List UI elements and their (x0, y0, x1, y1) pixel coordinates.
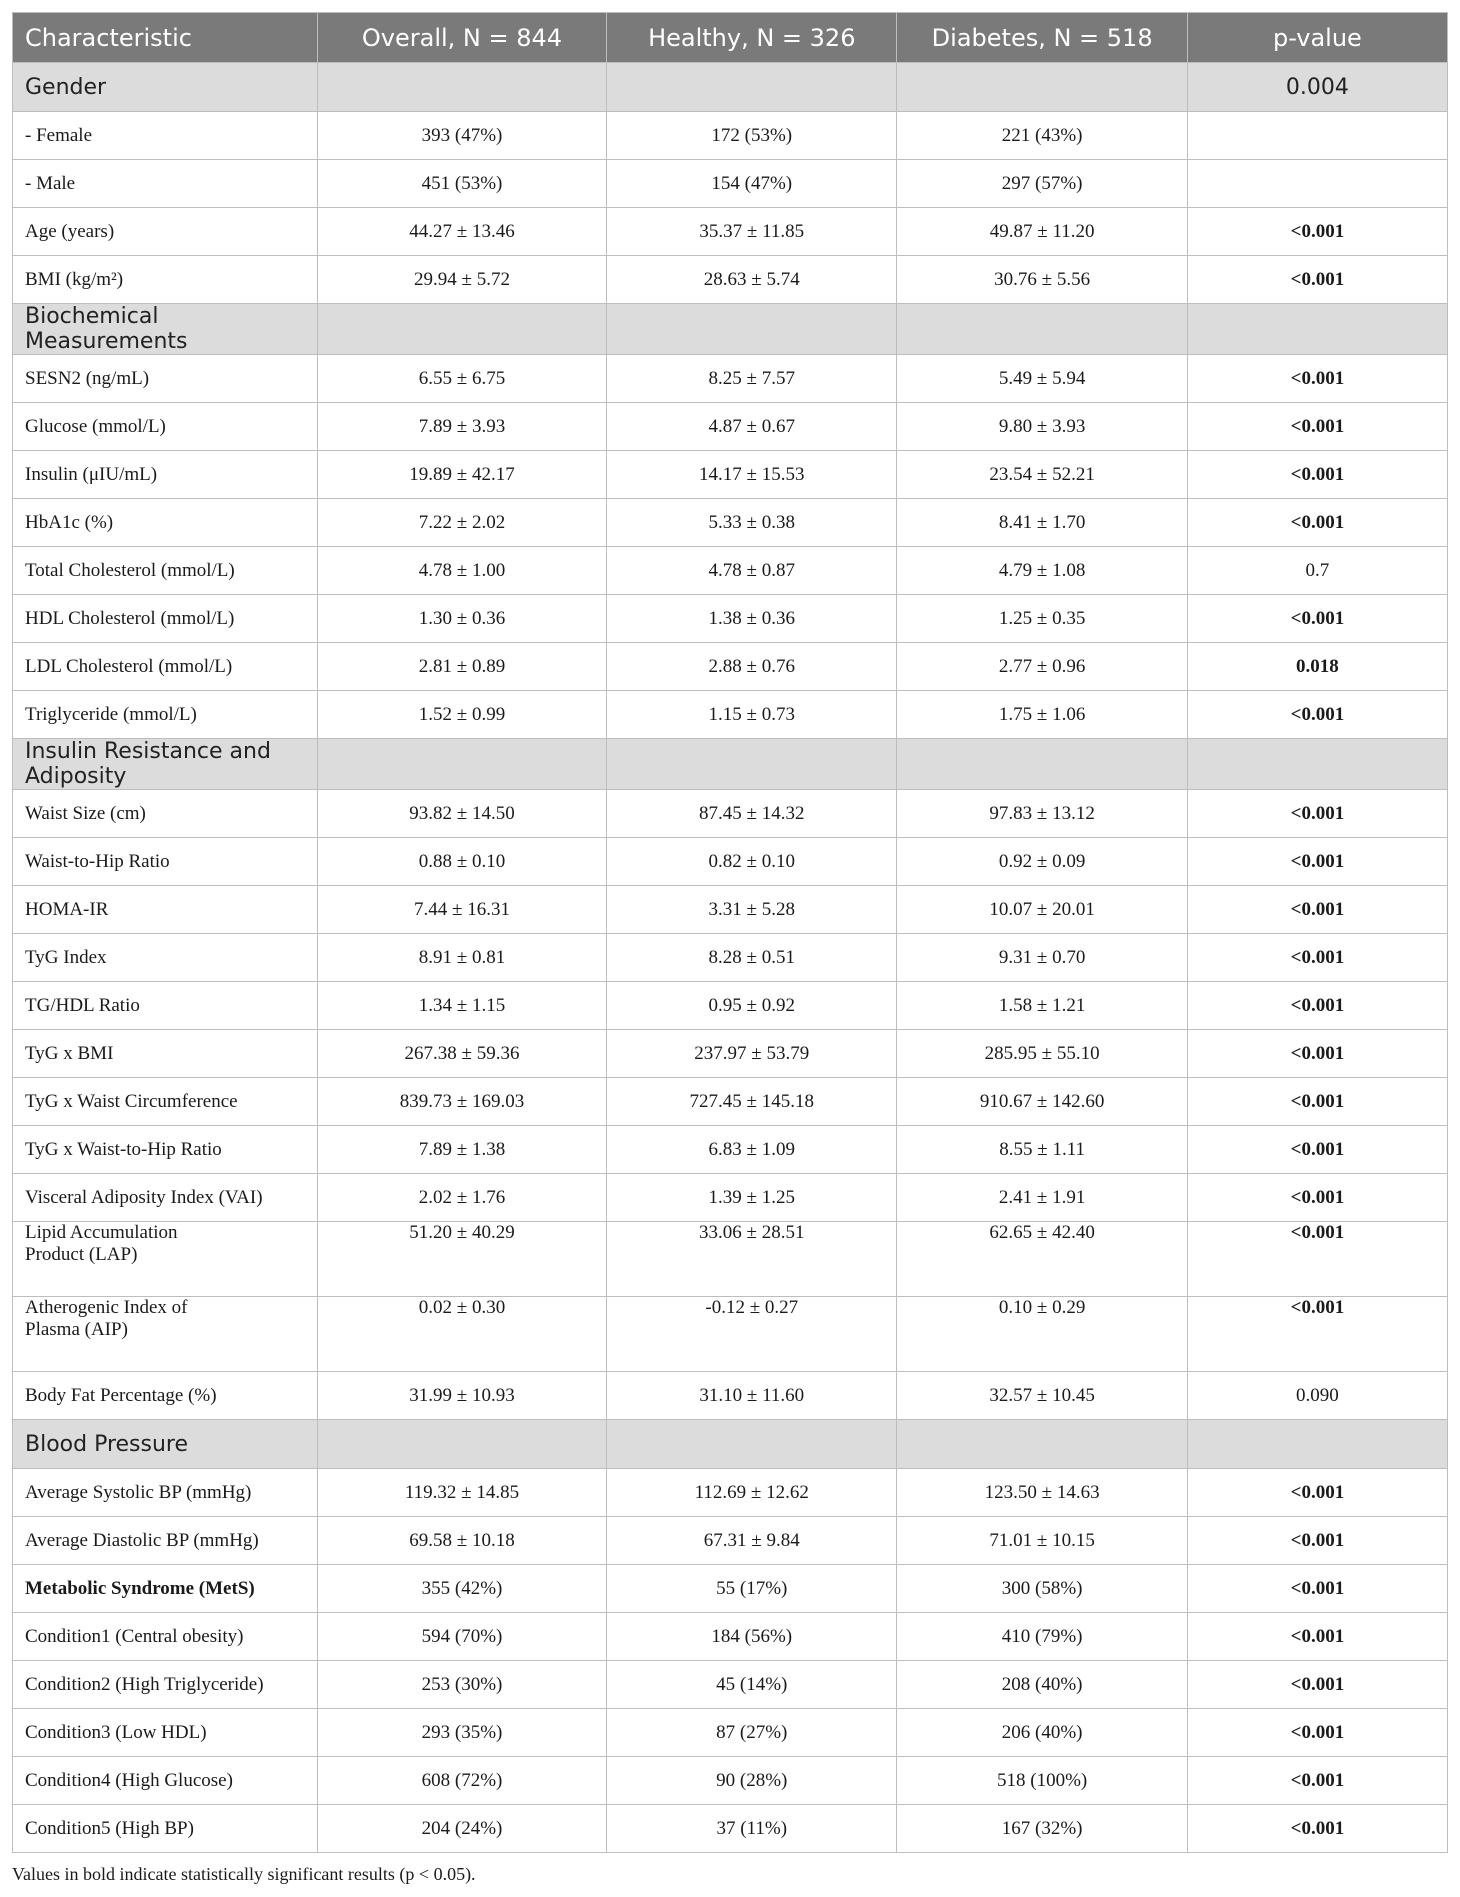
section-empty-cell (897, 739, 1187, 790)
section-label: Gender (13, 63, 318, 112)
healthy-cell: 237.97 ± 53.79 (607, 1030, 897, 1078)
p-value-cell: <0.001 (1187, 934, 1447, 982)
p-value-cell: 0.7 (1187, 547, 1447, 595)
section-empty-cell (607, 63, 897, 112)
healthy-cell: 90 (28%) (607, 1757, 897, 1805)
row-label (13, 691, 318, 739)
healthy-cell: 14.17 ± 15.53 (607, 451, 897, 499)
section-p-value (1187, 1420, 1447, 1469)
overall-cell: 4.78 ± 1.00 (317, 547, 606, 595)
diabetes-cell: 167 (32%) (897, 1805, 1187, 1853)
row-label-text: Atherogenic Index of (25, 1297, 188, 1318)
section-empty-cell (607, 304, 897, 355)
p-value-cell: <0.001 (1187, 595, 1447, 643)
row-label (13, 1709, 318, 1757)
table-row (13, 1517, 1448, 1565)
p-value-cell: <0.001 (1187, 256, 1447, 304)
row-label-text: Average Systolic BP (mmHg) (25, 1481, 252, 1503)
healthy-cell: 0.82 ± 0.10 (607, 838, 897, 886)
overall-cell: 1.52 ± 0.99 (317, 691, 606, 739)
header-diabetes: Diabetes, N = 518 (897, 13, 1187, 63)
overall-cell: 1.34 ± 1.15 (317, 982, 606, 1030)
p-value-cell: <0.001 (1187, 355, 1447, 403)
table-row (13, 451, 1448, 499)
p-value-cell: <0.001 (1187, 1613, 1447, 1661)
p-value-cell: <0.001 (1187, 499, 1447, 547)
diabetes-cell: 5.49 ± 5.94 (897, 355, 1187, 403)
row-label (13, 1469, 318, 1517)
table-row (13, 1661, 1448, 1709)
row-label (13, 547, 318, 595)
p-value-cell: <0.001 (1187, 790, 1447, 838)
row-label-text: Total Cholesterol (mmol/L) (25, 559, 235, 581)
p-value-cell: <0.001 (1187, 1174, 1447, 1222)
row-label-text: LDL Cholesterol (mmol/L) (25, 655, 233, 677)
table-row (13, 1565, 1448, 1613)
p-value-cell: <0.001 (1187, 1517, 1447, 1565)
row-label (13, 1030, 318, 1078)
row-label-text: Condition3 (Low HDL) (25, 1721, 207, 1743)
diabetes-cell: 410 (79%) (897, 1613, 1187, 1661)
overall-cell: 451 (53%) (317, 160, 606, 208)
healthy-cell: 87 (27%) (607, 1709, 897, 1757)
overall-cell: 2.81 ± 0.89 (317, 643, 606, 691)
footnote: Values in bold indicate statistically significant results (p < 0.05). (12, 1864, 476, 1884)
table-row (13, 934, 1448, 982)
row-label (13, 160, 318, 208)
row-label-text: TG/HDL Ratio (25, 994, 140, 1016)
header-overall: Overall, N = 844 (317, 13, 606, 63)
overall-cell: 204 (24%) (317, 1805, 606, 1853)
p-value-cell: <0.001 (1187, 1757, 1447, 1805)
row-label-text: TyG Index (25, 946, 107, 968)
row-label-text: Waist Size (cm) (25, 802, 146, 824)
overall-cell: 0.88 ± 0.10 (317, 838, 606, 886)
row-label-text: TyG x BMI (25, 1042, 114, 1064)
healthy-cell: 1.15 ± 0.73 (607, 691, 897, 739)
row-label (13, 112, 318, 160)
healthy-cell: 87.45 ± 14.32 (607, 790, 897, 838)
row-label-text: HOMA-IR (25, 898, 109, 920)
p-value-cell: <0.001 (1187, 838, 1447, 886)
diabetes-cell: 518 (100%) (897, 1757, 1187, 1805)
section-row (13, 304, 1448, 355)
diabetes-cell: 123.50 ± 14.63 (897, 1469, 1187, 1517)
section-row (13, 739, 1448, 790)
table-row (13, 1372, 1448, 1420)
table-row (13, 499, 1448, 547)
p-value-cell (1187, 112, 1447, 160)
table-row (13, 1126, 1448, 1174)
table-row (13, 112, 1448, 160)
table-row (13, 1613, 1448, 1661)
row-label (13, 643, 318, 691)
section-empty-cell (607, 739, 897, 790)
overall-cell: 29.94 ± 5.72 (317, 256, 606, 304)
p-value-cell: <0.001 (1187, 1709, 1447, 1757)
row-label (13, 1174, 318, 1222)
row-label (13, 1297, 318, 1372)
diabetes-cell: 2.77 ± 0.96 (897, 643, 1187, 691)
table-row (13, 1174, 1448, 1222)
diabetes-cell: 49.87 ± 11.20 (897, 208, 1187, 256)
diabetes-cell: 97.83 ± 13.12 (897, 790, 1187, 838)
row-label (13, 355, 318, 403)
healthy-cell: 8.28 ± 0.51 (607, 934, 897, 982)
table-row (13, 982, 1448, 1030)
diabetes-cell: 9.80 ± 3.93 (897, 403, 1187, 451)
section-empty-cell (317, 1420, 606, 1469)
row-label (13, 1613, 318, 1661)
overall-cell: 608 (72%) (317, 1757, 606, 1805)
section-empty-cell (317, 63, 606, 112)
diabetes-cell: 62.65 ± 42.40 (897, 1222, 1187, 1297)
healthy-cell: 28.63 ± 5.74 (607, 256, 897, 304)
section-label: Biochemical Measurements (13, 304, 318, 355)
overall-cell: 253 (30%) (317, 1661, 606, 1709)
p-value-cell: <0.001 (1187, 1297, 1447, 1372)
healthy-cell: 35.37 ± 11.85 (607, 208, 897, 256)
row-label (13, 982, 318, 1030)
characteristics-table (12, 12, 1448, 1853)
row-label (13, 1517, 318, 1565)
row-label (13, 451, 318, 499)
section-p-value: 0.004 (1187, 63, 1447, 112)
p-value-cell: <0.001 (1187, 1126, 1447, 1174)
header-healthy: Healthy, N = 326 (607, 13, 897, 63)
healthy-cell: 45 (14%) (607, 1661, 897, 1709)
row-label (13, 208, 318, 256)
overall-cell: 44.27 ± 13.46 (317, 208, 606, 256)
healthy-cell: 37 (11%) (607, 1805, 897, 1853)
diabetes-cell: 8.55 ± 1.11 (897, 1126, 1187, 1174)
section-empty-cell (897, 63, 1187, 112)
overall-cell: 1.30 ± 0.36 (317, 595, 606, 643)
healthy-cell: 4.87 ± 0.67 (607, 403, 897, 451)
table-row (13, 691, 1448, 739)
p-value-cell: <0.001 (1187, 982, 1447, 1030)
overall-cell: 7.22 ± 2.02 (317, 499, 606, 547)
healthy-cell: 184 (56%) (607, 1613, 897, 1661)
overall-cell: 7.89 ± 3.93 (317, 403, 606, 451)
row-label (13, 1661, 318, 1709)
overall-cell: 31.99 ± 10.93 (317, 1372, 606, 1420)
table-row (13, 1469, 1448, 1517)
healthy-cell: 1.39 ± 1.25 (607, 1174, 897, 1222)
section-p-value (1187, 739, 1447, 790)
row-label-text-line2: Product (LAP) (25, 1244, 138, 1265)
row-label (13, 1126, 318, 1174)
row-label (13, 403, 318, 451)
healthy-cell: 3.31 ± 5.28 (607, 886, 897, 934)
overall-cell: 2.02 ± 1.76 (317, 1174, 606, 1222)
row-label-text: TyG x Waist Circumference (25, 1090, 238, 1112)
overall-cell: 355 (42%) (317, 1565, 606, 1613)
p-value-cell: <0.001 (1187, 691, 1447, 739)
table-row (13, 1805, 1448, 1853)
diabetes-cell: 30.76 ± 5.56 (897, 256, 1187, 304)
healthy-cell: 112.69 ± 12.62 (607, 1469, 897, 1517)
p-value-cell: 0.090 (1187, 1372, 1447, 1420)
table-row (13, 355, 1448, 403)
healthy-cell: 31.10 ± 11.60 (607, 1372, 897, 1420)
healthy-cell: 1.38 ± 0.36 (607, 595, 897, 643)
row-label-text-line2: Plasma (AIP) (25, 1319, 128, 1340)
p-value-cell: <0.001 (1187, 1805, 1447, 1853)
header-pvalue: p-value (1187, 13, 1447, 63)
row-label (13, 1078, 318, 1126)
section-empty-cell (607, 1420, 897, 1469)
table-row (13, 403, 1448, 451)
healthy-cell: 4.78 ± 0.87 (607, 547, 897, 595)
row-label (13, 499, 318, 547)
row-label (13, 256, 318, 304)
healthy-cell: 55 (17%) (607, 1565, 897, 1613)
table-row (13, 1222, 1448, 1297)
diabetes-cell: 221 (43%) (897, 112, 1187, 160)
healthy-cell: 6.83 ± 1.09 (607, 1126, 897, 1174)
table-row (13, 1078, 1448, 1126)
section-label: Insulin Resistance and Adiposity (13, 739, 318, 790)
overall-cell: 293 (35%) (317, 1709, 606, 1757)
section-row (13, 1420, 1448, 1469)
overall-cell: 119.32 ± 14.85 (317, 1469, 606, 1517)
row-label-text: - Female (25, 124, 93, 146)
p-value-cell: <0.001 (1187, 208, 1447, 256)
row-label-text: Condition4 (High Glucose) (25, 1769, 233, 1791)
overall-cell: 51.20 ± 40.29 (317, 1222, 606, 1297)
diabetes-cell: 0.92 ± 0.09 (897, 838, 1187, 886)
overall-cell: 6.55 ± 6.75 (317, 355, 606, 403)
table-row (13, 1757, 1448, 1805)
diabetes-cell: 71.01 ± 10.15 (897, 1517, 1187, 1565)
p-value-cell (1187, 160, 1447, 208)
p-value-cell: <0.001 (1187, 1078, 1447, 1126)
row-label-text: Body Fat Percentage (%) (25, 1384, 217, 1406)
row-label (13, 595, 318, 643)
row-label-text: Average Diastolic BP (mmHg) (25, 1529, 259, 1551)
row-label-text: Insulin (μIU/mL) (25, 463, 158, 485)
table-row (13, 643, 1448, 691)
row-label-text: - Male (25, 172, 76, 194)
healthy-cell: 727.45 ± 145.18 (607, 1078, 897, 1126)
table-row (13, 160, 1448, 208)
overall-cell: 19.89 ± 42.17 (317, 451, 606, 499)
row-label-text: Age (years) (25, 220, 115, 242)
diabetes-cell: 208 (40%) (897, 1661, 1187, 1709)
row-label (13, 1372, 318, 1420)
table-row (13, 1030, 1448, 1078)
healthy-cell: 33.06 ± 28.51 (607, 1222, 897, 1297)
diabetes-cell: 206 (40%) (897, 1709, 1187, 1757)
row-label-text: HbA1c (%) (25, 511, 114, 533)
healthy-cell: 8.25 ± 7.57 (607, 355, 897, 403)
diabetes-cell: 10.07 ± 20.01 (897, 886, 1187, 934)
row-label (13, 1757, 318, 1805)
overall-cell: 0.02 ± 0.30 (317, 1297, 606, 1372)
diabetes-cell: 910.67 ± 142.60 (897, 1078, 1187, 1126)
row-label-text: Waist-to-Hip Ratio (25, 850, 170, 872)
row-label-text: Glucose (mmol/L) (25, 415, 166, 437)
diabetes-cell: 297 (57%) (897, 160, 1187, 208)
table-row (13, 886, 1448, 934)
row-label-text: SESN2 (ng/mL) (25, 367, 150, 389)
diabetes-cell: 1.58 ± 1.21 (897, 982, 1187, 1030)
section-label: Blood Pressure (13, 1420, 318, 1469)
section-empty-cell (897, 1420, 1187, 1469)
row-label-text: Triglyceride (mmol/L) (25, 703, 197, 725)
section-p-value (1187, 304, 1447, 355)
row-label-text: Condition5 (High BP) (25, 1817, 194, 1839)
overall-cell: 7.44 ± 16.31 (317, 886, 606, 934)
p-value-cell: <0.001 (1187, 403, 1447, 451)
overall-cell: 93.82 ± 14.50 (317, 790, 606, 838)
row-label-text: Condition1 (Central obesity) (25, 1625, 244, 1647)
table-row (13, 838, 1448, 886)
row-label (13, 886, 318, 934)
p-value-cell: <0.001 (1187, 1661, 1447, 1709)
diabetes-cell: 4.79 ± 1.08 (897, 547, 1187, 595)
table-row (13, 208, 1448, 256)
healthy-cell: 172 (53%) (607, 112, 897, 160)
healthy-cell: 2.88 ± 0.76 (607, 643, 897, 691)
overall-cell: 393 (47%) (317, 112, 606, 160)
row-label-text: Metabolic Syndrome (MetS) (25, 1577, 255, 1599)
healthy-cell: 5.33 ± 0.38 (607, 499, 897, 547)
row-label (13, 934, 318, 982)
row-label (13, 790, 318, 838)
row-label (13, 1805, 318, 1853)
diabetes-cell: 9.31 ± 0.70 (897, 934, 1187, 982)
diabetes-cell: 23.54 ± 52.21 (897, 451, 1187, 499)
p-value-cell: <0.001 (1187, 1469, 1447, 1517)
p-value-cell: <0.001 (1187, 1222, 1447, 1297)
healthy-cell: -0.12 ± 0.27 (607, 1297, 897, 1372)
overall-cell: 267.38 ± 59.36 (317, 1030, 606, 1078)
row-label (13, 1565, 318, 1613)
row-label (13, 1222, 318, 1297)
table-row (13, 1709, 1448, 1757)
overall-cell: 7.89 ± 1.38 (317, 1126, 606, 1174)
diabetes-cell: 0.10 ± 0.29 (897, 1297, 1187, 1372)
table-row (13, 595, 1448, 643)
row-label-text: BMI (kg/m²) (25, 268, 124, 290)
header-row (13, 13, 1448, 63)
row-label-text: Condition2 (High Triglyceride) (25, 1673, 264, 1695)
overall-cell: 69.58 ± 10.18 (317, 1517, 606, 1565)
row-label-text: Lipid Accumulation (25, 1222, 178, 1243)
table-row (13, 547, 1448, 595)
diabetes-cell: 300 (58%) (897, 1565, 1187, 1613)
overall-cell: 839.73 ± 169.03 (317, 1078, 606, 1126)
diabetes-cell: 8.41 ± 1.70 (897, 499, 1187, 547)
diabetes-cell: 2.41 ± 1.91 (897, 1174, 1187, 1222)
diabetes-cell: 1.25 ± 0.35 (897, 595, 1187, 643)
row-label (13, 838, 318, 886)
table-row (13, 790, 1448, 838)
overall-cell: 594 (70%) (317, 1613, 606, 1661)
p-value-cell: <0.001 (1187, 1030, 1447, 1078)
section-row (13, 63, 1448, 112)
p-value-cell: <0.001 (1187, 451, 1447, 499)
section-empty-cell (317, 739, 606, 790)
section-empty-cell (897, 304, 1187, 355)
table-row (13, 1297, 1448, 1372)
overall-cell: 8.91 ± 0.81 (317, 934, 606, 982)
healthy-cell: 67.31 ± 9.84 (607, 1517, 897, 1565)
table-row (13, 256, 1448, 304)
header-characteristic: Characteristic (13, 13, 318, 63)
diabetes-cell: 32.57 ± 10.45 (897, 1372, 1187, 1420)
row-label-text: TyG x Waist-to-Hip Ratio (25, 1138, 222, 1160)
row-label-text: Visceral Adiposity Index (VAI) (25, 1186, 263, 1208)
p-value-cell: <0.001 (1187, 1565, 1447, 1613)
p-value-cell: 0.018 (1187, 643, 1447, 691)
table-body (13, 63, 1448, 1853)
section-empty-cell (317, 304, 606, 355)
healthy-cell: 0.95 ± 0.92 (607, 982, 897, 1030)
row-label-text: HDL Cholesterol (mmol/L) (25, 607, 235, 629)
healthy-cell: 154 (47%) (607, 160, 897, 208)
diabetes-cell: 1.75 ± 1.06 (897, 691, 1187, 739)
p-value-cell: <0.001 (1187, 886, 1447, 934)
diabetes-cell: 285.95 ± 55.10 (897, 1030, 1187, 1078)
